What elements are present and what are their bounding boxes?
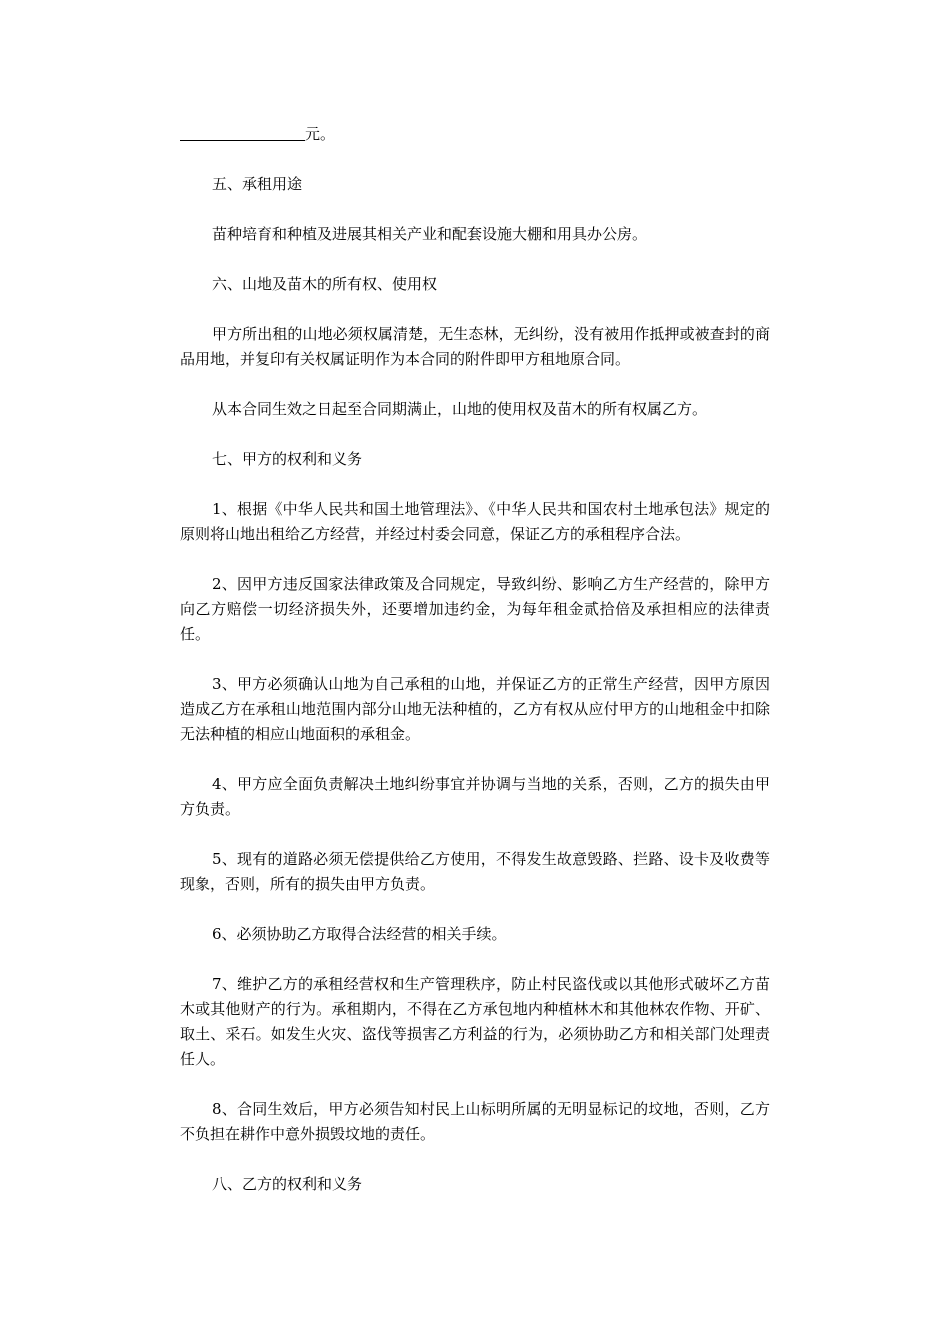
clause-8: 8、合同生效后，甲方必须告知村民上山标明所属的无明显标记的坟地，否则，乙方不负担在耕作中意外损毁坟地的责任。 [180,1100,770,1143]
blank-underline [180,125,305,141]
amount-unit: 元。 [305,125,336,143]
clause-7: 7、维护乙方的承租经营权和生产管理秩序，防止村民盗伐或以其他形式破坏乙方苗木或其他财产的行为。承租期内，不得在乙方承包地内种植林木和其他林农作物、开矿、取土、采石。如发生火灾、盗伐等损害乙方利益的行为，必须协助乙方和相关部门处理责任人。 [180,975,770,1068]
document-page [180,122,770,1222]
clause-6: 6、必须协助乙方取得合法经营的相关手续。 [212,925,507,943]
paragraph: 甲方所出租的山地必须权属清楚，无生态林，无纠纷，没有被用作抵押或被查封的商品用地，并复印有关权属证明作为本合同的附件即甲方租地原合同。 [180,325,770,368]
section-heading-6: 六、山地及苗木的所有权、使用权 [212,275,438,293]
clause-2: 2、因甲方违反国家法律政策及合同规定，导致纠纷、影响乙方生产经营的，除甲方向乙方赔偿一切经济损失外，还要增加违约金，为每年租金贰拾倍及承担相应的法律责任。 [180,575,770,643]
section-heading-5: 五、承租用途 [212,175,303,193]
clause-3: 3、甲方必须确认山地为自己承租的山地，并保证乙方的正常生产经营，因甲方原因造成乙方在承租山地范围内部分山地无法种植的，乙方有权从应付甲方的山地租金中扣除无法种植的相应山地面积的承租金。 [180,675,770,743]
section-heading-7: 七、甲方的权利和义务 [212,450,363,468]
paragraph: 从本合同生效之日起至合同期满止，山地的使用权及苗木的所有权属乙方。 [212,400,708,418]
fill-blank-line [180,122,770,147]
clause-4: 4、甲方应全面负责解决土地纠纷事宜并协调与当地的关系，否则，乙方的损失由甲方负责。 [180,775,770,818]
clause-1: 1、根据《中华人民共和国土地管理法》、《中华人民共和国农村土地承包法》规定的原则将山地出租给乙方经营，并经过村委会同意，保证乙方的承租程序合法。 [180,500,770,543]
section-heading-8: 八、乙方的权利和义务 [212,1175,363,1193]
paragraph: 苗种培育和种植及进展其相关产业和配套设施大棚和用具办公房。 [212,225,648,243]
clause-5: 5、现有的道路必须无偿提供给乙方使用，不得发生故意毁路、拦路、设卡及收费等现象，否则，所有的损失由甲方负责。 [180,850,770,893]
